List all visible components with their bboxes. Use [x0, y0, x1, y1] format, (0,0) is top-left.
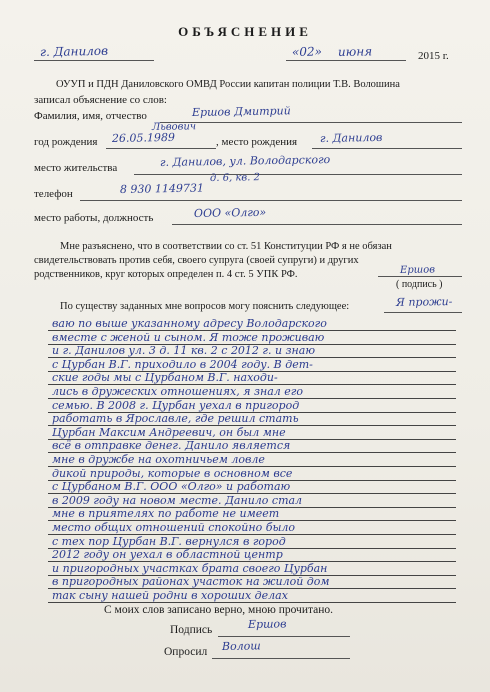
closing-sign-underline	[218, 636, 350, 637]
statement-line: мне в дружбе на охотничьем ловле	[52, 453, 265, 466]
fio-label: Фамилия, имя, отчество	[34, 110, 147, 122]
interviewer-underline	[212, 658, 350, 659]
statement-lead-underline	[384, 312, 462, 313]
rights-line-1: Мне разъяснено, что в соответствии со ст. 51 Конституции РФ я не обязан	[60, 241, 392, 252]
statement-line: работать в Ярославле, где решил стать	[52, 412, 299, 426]
date-year: 2015 г.	[418, 50, 449, 62]
birth-place-label: , место рождения	[216, 136, 298, 148]
work-underline	[172, 224, 462, 225]
statement-line: с Цурбан В.Г. приходило в 2004 году. В дет-	[52, 357, 313, 371]
closing-line: С моих слов записано верно, мною прочитано.	[104, 604, 334, 616]
statement-lead: По существу заданных мне вопросов могу пояснить следующее:	[60, 301, 350, 312]
birth-year-value: 26.05.1989	[111, 130, 176, 145]
statement-line: с тех пор Цурбан В.Г. вернулся в город	[52, 534, 286, 548]
phone-underline	[80, 200, 462, 201]
work-label: место работы, должность	[34, 212, 154, 224]
birth-place-value: г. Данилов	[319, 130, 383, 145]
birth-year-label: год рождения	[34, 136, 98, 148]
statement-line: ваю по выше указанному адресу Володарского	[52, 317, 327, 330]
birth-year-underline	[106, 148, 216, 149]
birth-place-underline	[312, 148, 462, 149]
closing-signature: Ершов	[247, 617, 287, 631]
work-value: ООО «Олго»	[193, 205, 267, 220]
rights-line-2: свидетельствовать против себя, своего супруга (своей супруги) и других	[34, 255, 359, 266]
fio-value-patronymic: Львович	[151, 121, 197, 133]
statement-line: в 2009 году на новом месте. Данило стал	[52, 493, 303, 507]
interviewer-label: Опросил	[164, 646, 208, 658]
statement-line: дикой природы, которые в основном все	[52, 466, 293, 480]
date-month: июня	[337, 44, 373, 59]
place-underline	[34, 60, 154, 61]
statement-line: с Цурбаном В.Г. ООО «Олго» и работаю	[52, 480, 291, 494]
statement-line: вместе с женой и сыном. Я тоже проживаю	[52, 330, 325, 344]
interviewer-signature: Волош	[221, 639, 261, 653]
place-value: г. Данилов	[39, 43, 109, 59]
residence-label: место жительства	[34, 162, 118, 174]
document-title: ОБЪЯСНЕНИЕ	[178, 24, 312, 39]
phone-label: телефон	[34, 188, 73, 200]
residence-underline	[134, 174, 462, 175]
statement-line: 2012 году он уехал в областной центр	[52, 548, 283, 562]
rights-signature: Ершов	[399, 264, 436, 276]
statement-line: в пригородных районах участок на жилой дом	[52, 575, 330, 589]
intro-line-1: ОУУП и ПДН Даниловского ОМВД России капитан полиции Т.В. Волошина	[56, 79, 400, 90]
statement-line: семью. В 2008 г. Цурбан уехал в пригород	[52, 398, 300, 412]
statement-line: и пригородных участках брата своего Цурбан	[52, 561, 328, 575]
statement-line: лись в дружеских отношениях, я знал его	[52, 385, 303, 398]
statement-line: всё в отправке денег. Данило является	[52, 439, 291, 453]
rights-line-3: родственников, круг которых определен п. 4 ст. 5 УПК РФ.	[34, 269, 298, 280]
statement-lead-hand: Я прожи-	[395, 295, 453, 309]
statement-line: Цурбан Максим Андреевич, он был мне	[52, 425, 286, 439]
rights-sign-underline	[378, 276, 462, 277]
date-underline	[286, 60, 406, 61]
statement-line: и г. Данилов ул. 3 д. 11 кв. 2 с 2012 г. и знаю	[52, 344, 316, 358]
fio-value: Ершов Дмитрий	[191, 104, 291, 119]
residence-extra: д. 6, кв. 2	[209, 172, 261, 184]
intro-line-2: записал объяснение со слов:	[34, 94, 167, 106]
statement-line: мне в приятелях по работе не имеет	[52, 507, 280, 521]
fio-underline	[160, 122, 462, 123]
statement-underline	[48, 602, 456, 603]
statement-line: место общих отношений спокойно было	[52, 521, 296, 534]
date-day: «02»	[291, 44, 323, 59]
residence-value: г. Данилов, ул. Володарского	[159, 153, 331, 169]
closing-sign-label: Подпись	[170, 624, 213, 636]
statement-line: ские годы мы с Цурбаном В.Г. находи-	[52, 371, 278, 385]
statement-line: так сыну нашей родни в хороших делах	[52, 589, 288, 602]
rights-sign-label: ( подпись )	[396, 279, 443, 290]
phone-value: 8 930 1149731	[119, 181, 205, 196]
